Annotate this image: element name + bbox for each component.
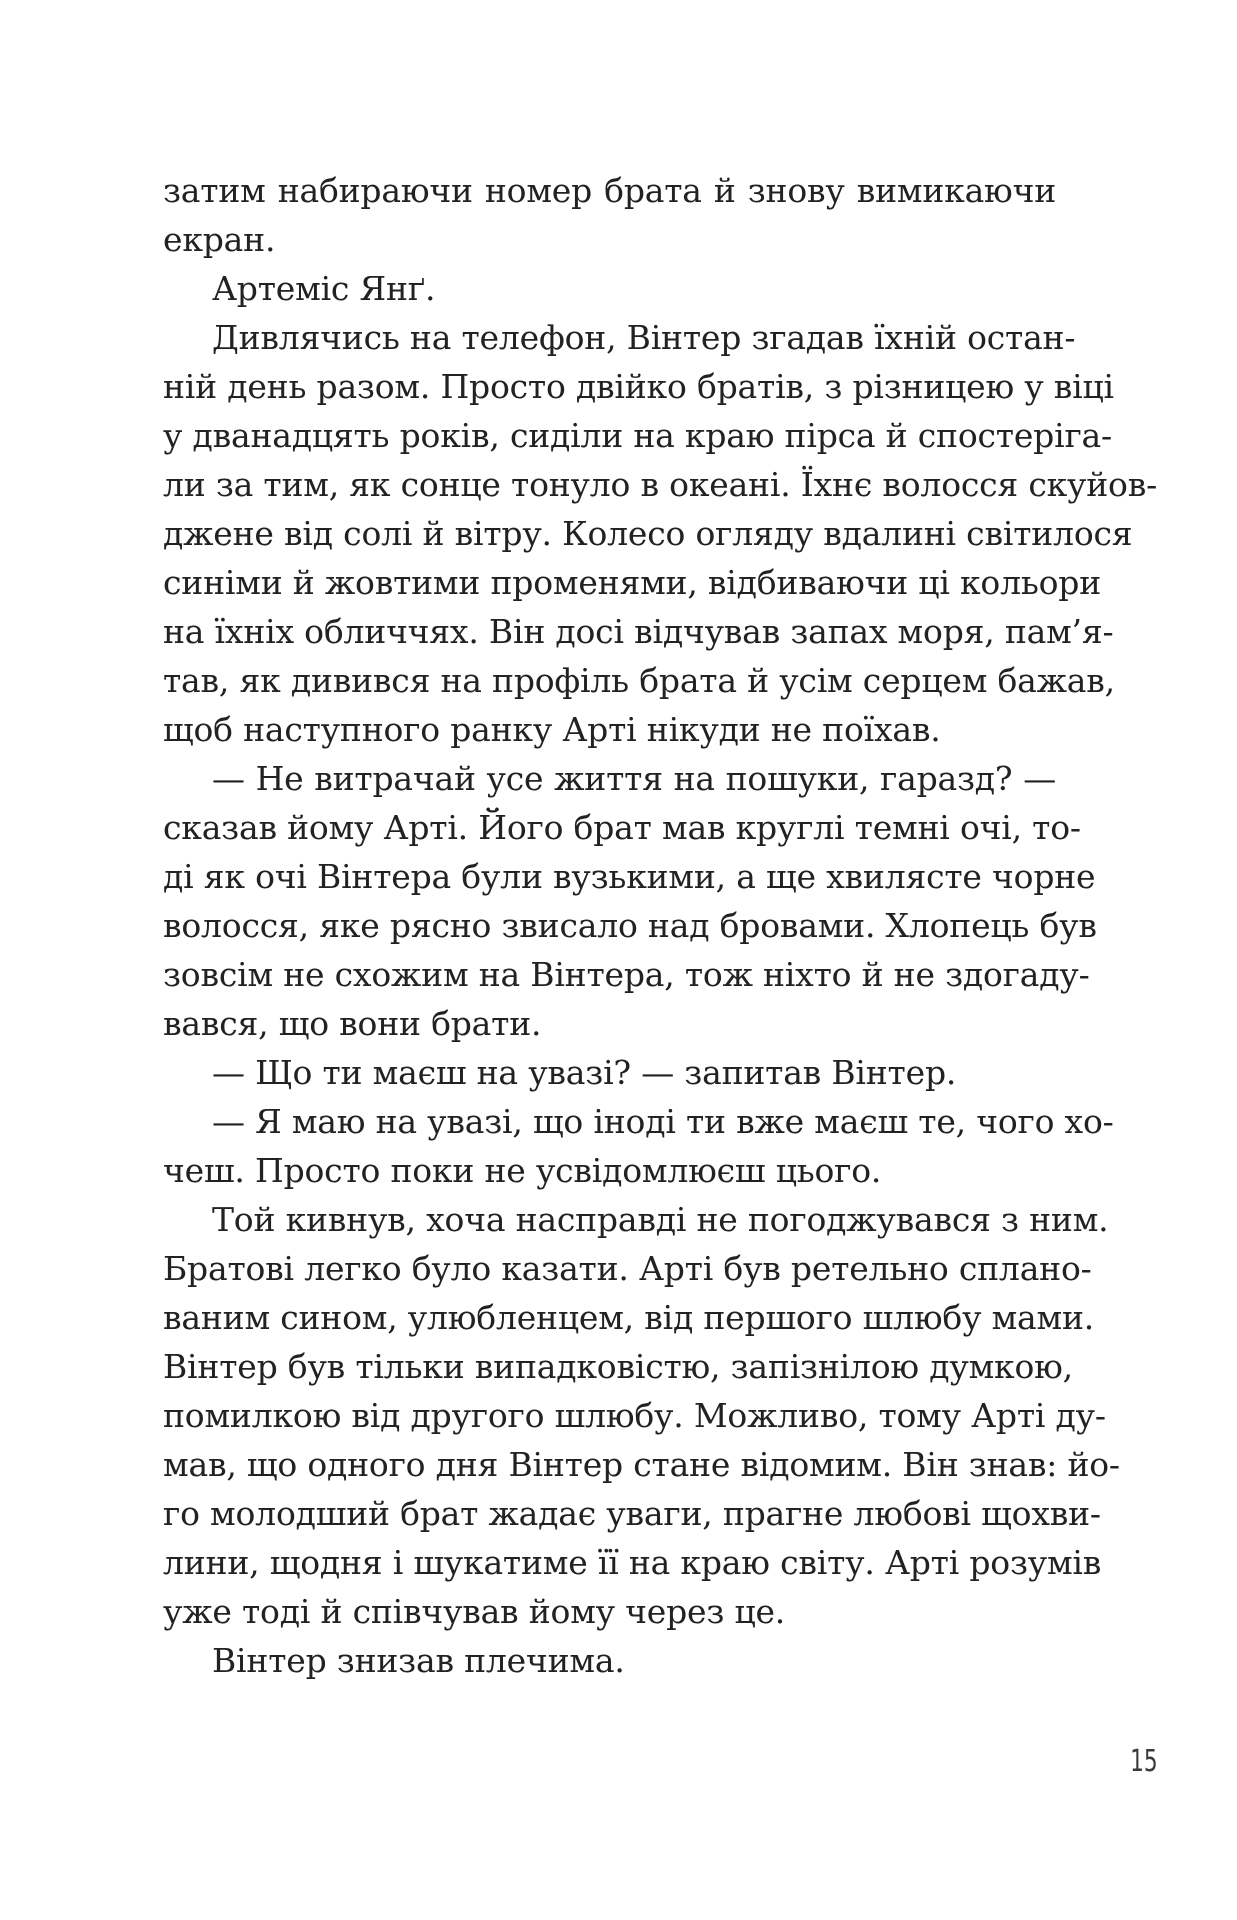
- text-line: Дивлячись на телефон, Вінтер згадав їхній остан-: [212, 318, 1076, 357]
- text-line: волосся, яке рясно звисало над бровами. Хлопець був: [163, 906, 1097, 945]
- text-line: вався, що вони брати.: [163, 1004, 542, 1043]
- text-line: сказав йому Арті. Його брат мав круглі темні очі, то-: [163, 808, 1081, 847]
- paragraph-4: [163, 754, 1097, 1048]
- paragraph-7: [163, 1195, 1120, 1636]
- page-number: 15: [1130, 1744, 1158, 1779]
- paragraph-5: [163, 1048, 1056, 1097]
- text-line: джене від солі й вітру. Колесо огляду вдалині світилося: [163, 514, 1133, 553]
- text-line: ваним сином, улюбленцем, від першого шлюбу мами.: [163, 1298, 1095, 1337]
- text-line: щоб наступного ранку Арті нікуди не поїхав.: [163, 710, 941, 749]
- text-line: лини, щодня і шукатиме її на краю світу. Арті розумів: [163, 1543, 1102, 1582]
- paragraph-1: [163, 166, 1056, 264]
- text-line: синіми й жовтими променями, відбиваючи ці кольори: [163, 563, 1101, 602]
- text-line: го молодший брат жадає уваги, прагне любові щохви-: [163, 1494, 1101, 1533]
- text-line: — Не витрачай усе життя на пошуки, гаразд? —: [212, 759, 1056, 798]
- text-line: мав, що одного дня Вінтер стане відомим. Він знав: йо-: [163, 1445, 1120, 1484]
- text-line: Братові легко було казати. Арті був ретельно сплано-: [163, 1249, 1092, 1288]
- text-line: — Що ти маєш на увазі? — запитав Вінтер.: [212, 1053, 957, 1092]
- text-line: помилкою від другого шлюбу. Можливо, тому Арті ду-: [163, 1396, 1106, 1435]
- text-line: тав, як дивився на профіль брата й усім серцем бажав,: [163, 661, 1115, 700]
- paragraph-2: [163, 264, 1056, 313]
- text-line: Вінтер був тільки випадковістю, запізнілою думкою,: [163, 1347, 1073, 1386]
- text-line: затим набираючи номер брата й знову вимикаючи: [163, 171, 1056, 210]
- text-line: ли за тим, як сонце тонуло в океані. Їхнє волосся скуйов-: [163, 465, 1158, 504]
- text-line: Артеміс Янґ.: [212, 269, 436, 308]
- text-line: зовсім не схожим на Вінтера, тож ніхто й не здогаду-: [163, 955, 1090, 994]
- text-line: — Я маю на увазі, що іноді ти вже маєш те, чого хо-: [212, 1102, 1114, 1141]
- text-line: Той кивнув, хоча насправді не погоджувався з ним.: [212, 1200, 1109, 1239]
- body-text: [163, 166, 1158, 1685]
- text-line: уже тоді й співчував йому через це.: [163, 1592, 786, 1631]
- text-line: чеш. Просто поки не усвідомлюєш цього.: [163, 1151, 882, 1190]
- text-line: у дванадцять років, сиділи на краю пірса й спостеріга-: [163, 416, 1112, 455]
- paragraph-3: [163, 313, 1158, 754]
- text-line: Вінтер знизав плечима.: [212, 1641, 625, 1680]
- text-line: ді як очі Вінтера були вузькими, а ще хвилясте чорне: [163, 857, 1096, 896]
- text-line: екран.: [163, 220, 276, 259]
- text-line: на їхніх обличчях. Він досі відчував запах моря, пам’я-: [163, 612, 1114, 651]
- text-line: ній день разом. Просто двійко братів, з різницею у віці: [163, 367, 1114, 406]
- paragraph-8: [163, 1636, 1056, 1685]
- paragraph-6: [163, 1097, 1114, 1195]
